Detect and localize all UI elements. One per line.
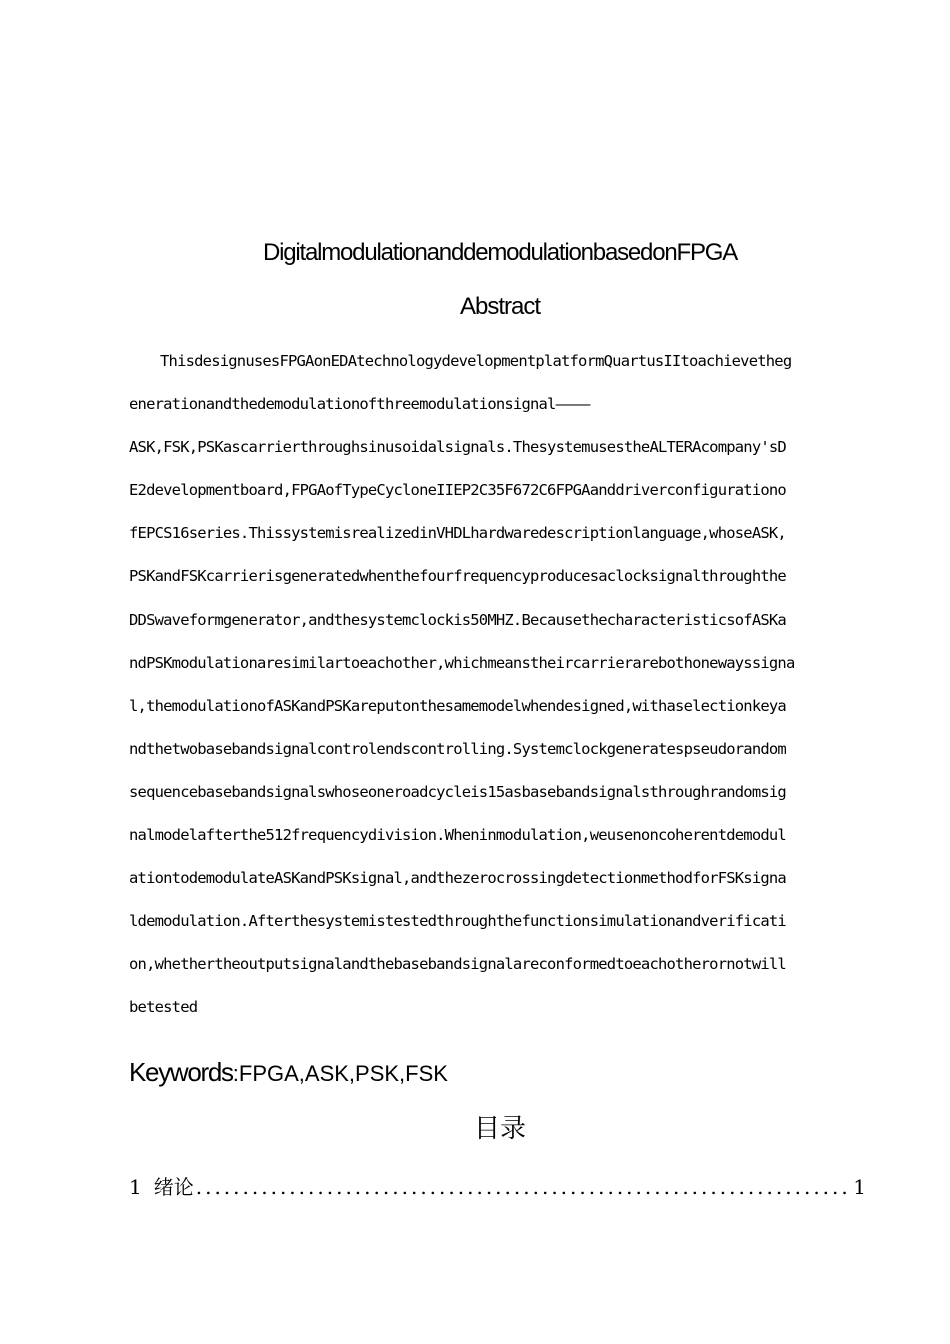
abstract-line: ThisdesignusesFPGAonEDAtechnologydevelopmentplatformQuartusIItoachievetheg: [160, 352, 792, 370]
abstract-line: on,whethertheoutputsignalandthebasebandsignalareconformedtoeachotherornotwill: [129, 955, 786, 974]
abstract-line: sequencebasebandsignalswhoseoneroadcycleis15asbasebandsignalsthroughrandomsig: [129, 782, 786, 801]
toc-entry-page: 1: [853, 1175, 866, 1199]
abstract-line: ASK,FSK,PSKascarrierthroughsinusoidalsignals.ThesystemusestheALTERAcompany'sD: [129, 438, 786, 457]
abstract-heading: Abstract: [459, 293, 541, 320]
abstract-line: ldemodulation.Afterthesystemistestedthroughthefunctionsimulationandverificati: [129, 912, 786, 931]
abstract-line: DDSwaveformgenerator,andthesystemclockis50MHZ.BecausethecharacteristicsofASKa: [129, 610, 786, 629]
toc-entry-title: 绪论: [153, 1175, 194, 1199]
toc-entry-number: 1: [129, 1175, 142, 1199]
abstract-line: enerationandthedemodulationofthreemodulationsignal————: [129, 395, 590, 414]
keywords: [129, 1054, 448, 1095]
abstract-line: E2developmentboard,FPGAofTypeCycloneIIEP2C35F672C6FPGAanddriverconfigurationo: [129, 481, 786, 500]
abstract-line: PSKandFSKcarrierisgeneratedwhenthefourfrequencyproducesaclocksignalthroughthe: [129, 567, 786, 586]
toc-entry[interactable]: [129, 1172, 866, 1202]
toc-leader-dots: [196, 1172, 852, 1202]
abstract-line: ndPSKmodulationaresimilartoeachother,whichmeanstheircarrierarebothonewayssigna: [129, 653, 795, 672]
abstract-line: l,themodulationofASKandPSKareputonthesamemodelwhendesigned,withaselectionkeya: [129, 696, 786, 715]
keywords-value: :FPGA,ASK,PSK,FSK: [232, 1061, 448, 1086]
abstract-line: ndthetwobasebandsignalcontrolendscontrolling.Systemclockgeneratespseudorandom: [129, 739, 786, 758]
abstract-line: nalmodelafterthe512frequencydivision.Wheninmodulation,weusenoncoherentdemodul: [129, 826, 786, 845]
abstract-line: betested: [129, 998, 198, 1017]
abstract-body: [129, 340, 871, 1030]
abstract-line: ationtodemodulateASKandPSKsignal,andthezerocrossingdetectionmethodforFSKsigna: [129, 869, 786, 888]
toc-heading: 目录: [473, 1114, 526, 1144]
keywords-label: Keywords: [129, 1057, 233, 1087]
abstract-line: fEPCS16series.ThissystemisrealizedinVHDLhardwaredescriptionlanguage,whoseASK,: [129, 524, 786, 543]
document-title: DigitalmodulationanddemodulationbasedonFPGA: [262, 239, 738, 266]
